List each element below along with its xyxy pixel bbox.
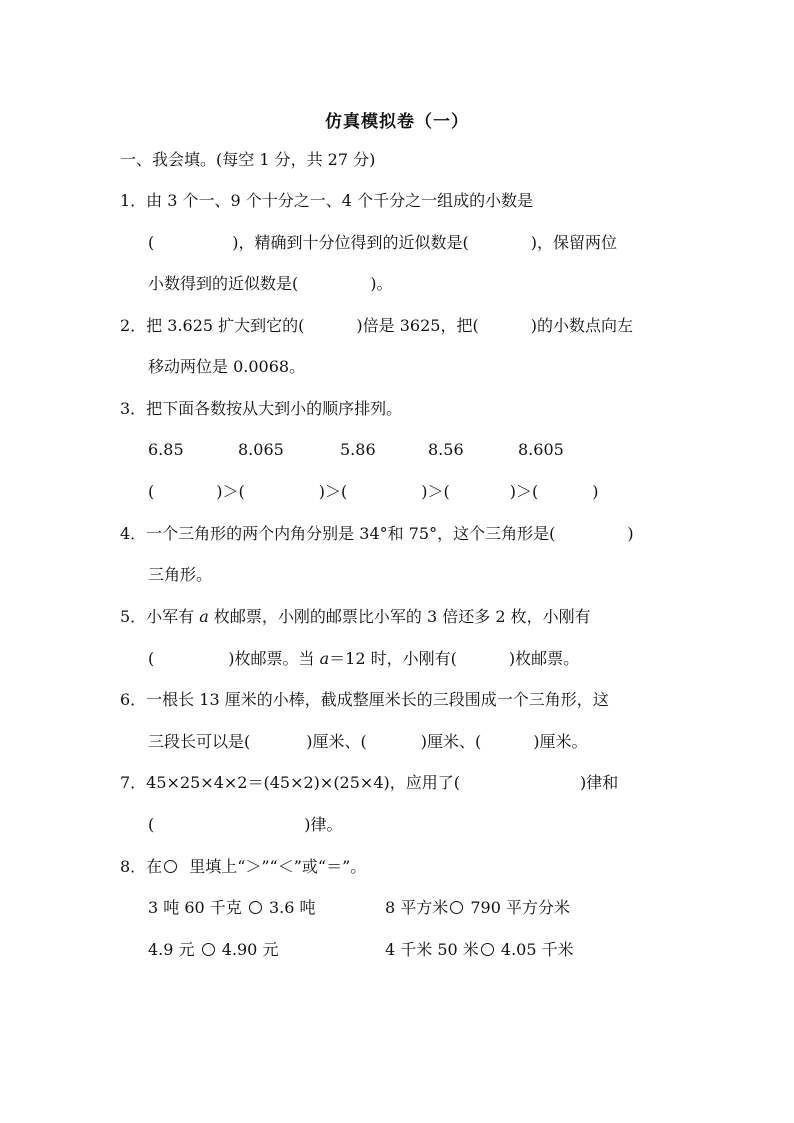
order-blanks: [148, 482, 599, 502]
question-text: )厘米。: [533, 732, 588, 751]
question-1-line-2: [148, 233, 617, 253]
compare-left: 4 千米 50 米: [385, 940, 479, 959]
number-item: 8.065: [238, 440, 284, 459]
question-text: )倍是 3625，把(: [356, 316, 479, 335]
question-text: 5．小军有: [120, 607, 200, 626]
number-item: 5.86: [340, 440, 376, 459]
question-text: )的小数点向左: [530, 316, 633, 335]
order-separator: )＞(: [421, 482, 450, 501]
question-text: 7．45×25×4×2＝(45×2)×(25×4)，应用了(: [120, 773, 460, 792]
question-text: )律。: [304, 815, 343, 834]
question-text: )律和: [580, 773, 619, 792]
compare-left: 8 平方米: [385, 898, 449, 917]
compare-circle[interactable]: [481, 943, 494, 956]
blank-open: (: [148, 815, 155, 834]
question-text: ＝12 时，小刚有(: [329, 649, 457, 668]
question-1-line-3: [148, 274, 393, 294]
compare-left: 3 吨 60 千克: [148, 898, 242, 917]
question-text: 三段长可以是(: [148, 732, 251, 751]
page-title: 仿真模拟卷（一）: [325, 112, 469, 132]
compare-circle[interactable]: [202, 943, 215, 956]
question-text: 里填上“＞”“＜”或“＝”。: [189, 857, 367, 876]
question-2-line-1: [120, 316, 633, 336]
question-4-line-1: [120, 524, 634, 544]
question-2-line-2: 移动两位是 0.0068。: [148, 357, 306, 376]
question-6-line-2: [148, 732, 588, 752]
compare-right: 4.90 元: [221, 940, 279, 959]
question-5-line-2: [148, 649, 579, 669]
question-5-line-1: [120, 607, 591, 627]
question-text: )厘米、(: [306, 732, 367, 751]
compare-right: 790 平方分米: [470, 898, 571, 917]
compare-left: 4.9 元: [148, 940, 195, 959]
compare-item: [148, 940, 278, 960]
compare-right: 3.6 吨: [269, 898, 316, 917]
compare-item: [148, 898, 316, 918]
number-item: 8.56: [428, 440, 464, 459]
question-text: )。: [370, 274, 393, 293]
question-text: 2．把 3.625 扩大到它的(: [120, 316, 305, 335]
question-text: )厘米、(: [420, 732, 482, 751]
question-text: )枚邮票。当: [228, 649, 320, 668]
question-text: 4．一个三角形的两个内角分别是 34°和 75°，这个三角形是(: [120, 524, 556, 543]
order-separator: )＞(: [216, 482, 245, 501]
question-3-line-1: 3．把下面各数按从大到小的顺序排列。: [120, 399, 403, 418]
number-item: 6.85: [148, 440, 184, 459]
compare-item: [385, 940, 574, 960]
question-7-line-2: [148, 815, 343, 835]
blank-open: (: [148, 233, 155, 252]
question-7-line-1: [120, 773, 618, 793]
compare-item: [385, 898, 570, 918]
question-text: )枚邮票。: [508, 649, 580, 668]
variable: a: [319, 649, 330, 668]
order-separator: )＞(: [509, 482, 539, 501]
compare-right: 4.05 千米: [500, 940, 574, 959]
question-4-line-2: 三角形。: [148, 565, 213, 584]
blank-open: (: [148, 482, 155, 501]
blank-open: (: [148, 649, 155, 668]
question-text: 8．在: [120, 857, 163, 876]
circle-icon: [164, 860, 177, 873]
blank-close: ): [627, 524, 634, 543]
question-text: )，精确到十分位得到的近似数是(: [232, 233, 469, 252]
order-separator: )＞(: [318, 482, 348, 501]
question-text: )，保留两位: [530, 233, 617, 252]
compare-circle[interactable]: [450, 901, 463, 914]
number-item: 8.605: [518, 440, 564, 459]
question-1-line-1: 1．由 3 个一、9 个十分之一、4 个千分之一组成的小数是: [120, 191, 534, 210]
blank-close: ): [592, 482, 599, 501]
question-6-line-1: 6．一根长 13 厘米的小棒，截成整厘米长的三段围成一个三角形，这: [120, 690, 609, 709]
variable: a: [199, 607, 209, 626]
number-list: [148, 440, 564, 460]
question-text: 小数得到的近似数是(: [148, 274, 299, 293]
question-text: 枚邮票，小刚的邮票比小军的 3 倍还多 2 枚，小刚有: [208, 607, 591, 626]
section-heading: 一、我会填。(每空 1 分，共 27 分): [120, 150, 376, 169]
compare-circle[interactable]: [249, 901, 262, 914]
question-8-line-1: [120, 857, 366, 877]
